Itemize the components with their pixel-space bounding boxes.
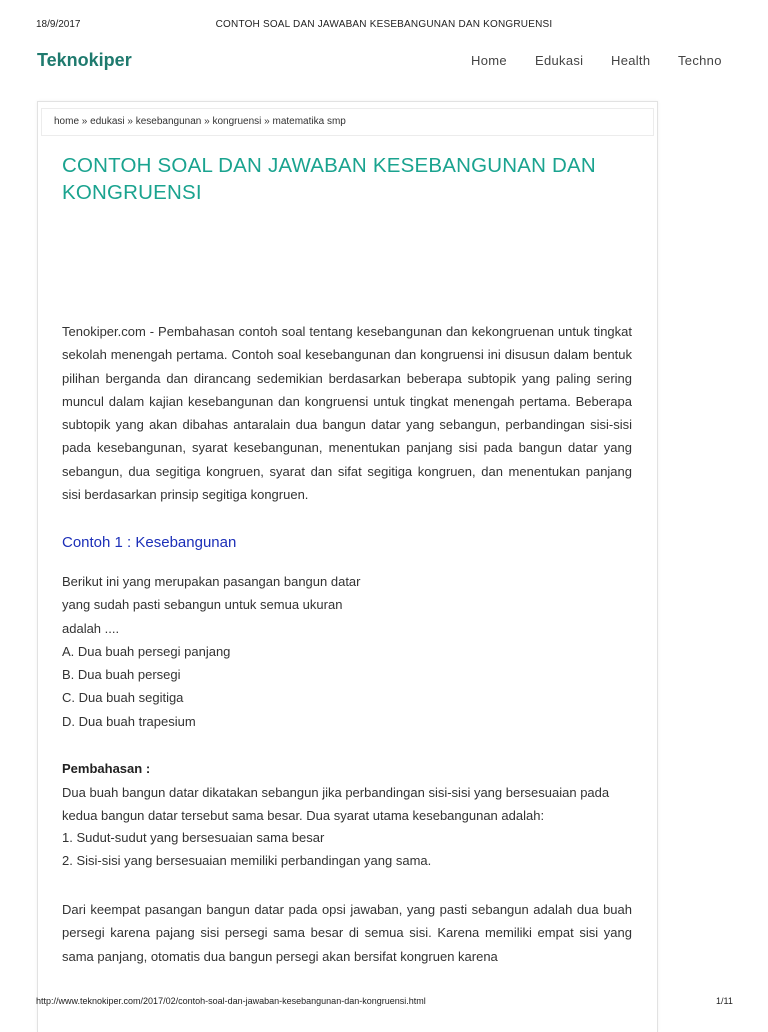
question-text: Berikut ini yang merupakan pasangan bangun datar yang sudah pasti sebangun untuk semua ukuran adalah .... <box>62 574 361 636</box>
print-page-number: 1/11 <box>716 996 733 1006</box>
condition-1: 1. Sudut-sudut yang bersesuaian sama besar <box>62 830 325 845</box>
option-b: B. Dua buah persegi <box>62 667 181 682</box>
nav-techno[interactable]: Techno <box>678 53 722 68</box>
page-title: CONTOH SOAL DAN JAWABAN KESEBANGUNAN DAN KONGRUENSI <box>62 154 596 204</box>
discussion-text: Dua buah bangun datar dikatakan sebangun jika perbandingan sisi-sisi yang bersesuaian pada kedua bangun datar tersebut sama besar. Dua syarat utama kesebangunan adalah: <box>62 785 610 824</box>
intro-paragraph: Tenokiper.com - Pembahasan contoh soal tentang kesebangunan dan kekongruenan untuk tingkat sekolah menengah pertama. Contoh soal kesebangunan dan kongruensi ini disusun dalam bentuk pilihan berganda dan dirancang sedemikian berdasarkan beberapa subtopik yang paling sering muncul dalam kajian kesebangunan dan kongruensi untuk tingkat menengah pertama. Beberapa subtopik yang akan dibahas antaralain dua bangun datar yang sebangun, perbandingan sisi-sisi pada kesebangunan, syarat kesebangunan, menentukan panjang sisi pada bangun datar yang sebangun, dua segitiga kongruen, syarat dan sifat segitiga kongruen, dan menentukan panjang sisi berdasarkan prinsip segitiga kongruen. <box>62 324 632 503</box>
condition-2: 2. Sisi-sisi yang bersesuaian memiliki perbandingan yang sama. <box>62 853 432 868</box>
option-c: C. Dua buah segitiga <box>62 690 184 705</box>
print-date: 18/9/2017 <box>36 19 81 30</box>
example-heading: Contoh 1 : Kesebangunan <box>62 534 237 551</box>
nav-edukasi[interactable]: Edukasi <box>535 53 584 68</box>
site-logo[interactable]: Teknokiper <box>37 50 132 70</box>
discussion-heading: Pembahasan : <box>62 761 151 776</box>
breadcrumb[interactable]: home » edukasi » kesebangunan » kongruensi » matematika smp <box>54 116 346 127</box>
print-title: CONTOH SOAL DAN JAWABAN KESEBANGUNAN DAN KONGRUENSI <box>215 19 553 30</box>
conclusion-text: Dari keempat pasangan bangun datar pada opsi jawaban, yang pasti sebangun adalah dua buah persegi karena pajang sisi persegi sama besar di semua sisi. Karena memiliki empat sisi yang sama panjang, otomatis dua bangun persegi akan bersifat kongruen karena <box>62 902 632 964</box>
nav-health[interactable]: Health <box>611 53 651 68</box>
option-a: A. Dua buah persegi panjang <box>62 644 231 659</box>
print-footer-url: http://www.teknokiper.com/2017/02/contoh-soal-dan-jawaban-kesebangunan-dan-kongruensi.html <box>36 996 426 1006</box>
article-card <box>37 101 658 1032</box>
option-d: D. Dua buah trapesium <box>62 714 196 729</box>
nav-home[interactable]: Home <box>471 53 507 68</box>
